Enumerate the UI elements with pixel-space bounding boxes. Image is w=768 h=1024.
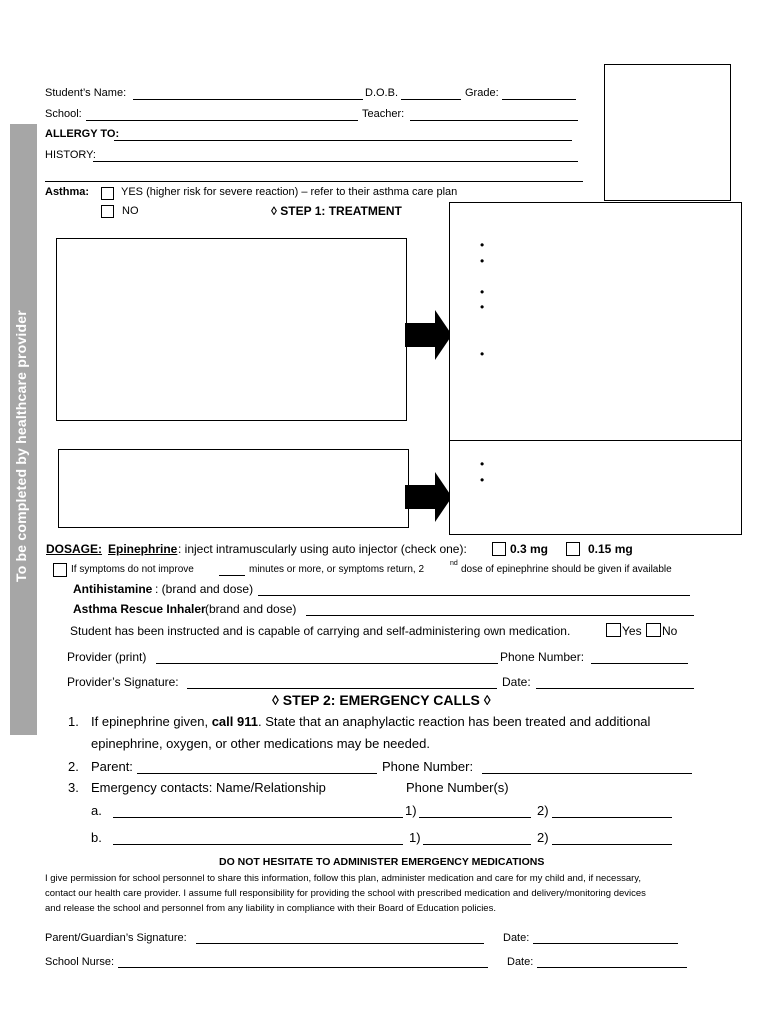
asthma-label: Asthma: bbox=[45, 186, 90, 198]
parent-phone-label: Phone Number: bbox=[382, 759, 474, 774]
arrow-right-icon bbox=[405, 310, 453, 360]
second-dose-text-b: minutes or more, or symptoms return, 2 bbox=[249, 564, 425, 575]
contact-b-phone1-label: 1) bbox=[409, 830, 421, 845]
provider-date-label: Date: bbox=[502, 675, 531, 689]
emergency-phone-label: Phone Number(s) bbox=[406, 780, 509, 795]
bullet-icon: • bbox=[480, 300, 485, 314]
parent-signature-field[interactable] bbox=[196, 943, 484, 944]
provider-signature-field[interactable] bbox=[187, 688, 497, 689]
provider-print-field[interactable] bbox=[156, 663, 498, 664]
allergy-field[interactable] bbox=[114, 140, 572, 141]
inhaler-field[interactable] bbox=[306, 615, 694, 616]
parent-phone-field[interactable] bbox=[482, 773, 692, 774]
self-admin-yes-checkbox[interactable] bbox=[606, 623, 621, 637]
parent-signature-label: Parent/Guardian’s Signature: bbox=[45, 932, 187, 944]
epinephrine-label: Epinephrine bbox=[108, 542, 178, 556]
step2-item1-a: If epinephrine given, bbox=[91, 714, 212, 729]
contact-b-label: b. bbox=[91, 830, 102, 845]
history-field[interactable] bbox=[93, 161, 578, 162]
permission-line-1: I give permission for school personnel to share this information, follow this plan, administer medication and care for my child and, if necessary, bbox=[45, 873, 641, 884]
arrow-right-icon bbox=[405, 472, 453, 522]
step2-title: ◊ STEP 2: EMERGENCY CALLS ◊ bbox=[272, 692, 491, 708]
provider-print-label: Provider (print) bbox=[67, 650, 147, 664]
self-admin-text: Student has been instructed and is capable of carrying and self-administering own medication. bbox=[70, 624, 571, 638]
antihistamine-text: : (brand and dose) bbox=[155, 582, 254, 596]
second-dose-text-c: dose of epinephrine should be given if available bbox=[461, 564, 672, 575]
step2-item1-num: 1. bbox=[68, 714, 79, 729]
provider-phone-field[interactable] bbox=[591, 663, 688, 664]
self-admin-no-label: No bbox=[662, 624, 678, 638]
nurse-date-field[interactable] bbox=[537, 967, 687, 968]
parent-label: Parent: bbox=[91, 759, 133, 774]
epinephrine-text: : inject intramuscularly using auto injector (check one): bbox=[178, 542, 467, 556]
permission-text bbox=[45, 871, 725, 916]
dose-03-checkbox[interactable] bbox=[492, 542, 506, 556]
step2-item3-num: 3. bbox=[68, 780, 79, 795]
parent-date-label: Date: bbox=[503, 932, 530, 944]
bullet-icon: • bbox=[480, 347, 485, 361]
student-name-label: Student’s Name: bbox=[45, 87, 127, 99]
mild-treatment-box bbox=[449, 440, 742, 535]
contact-a-phone2-label: 2) bbox=[537, 803, 549, 818]
student-name-field[interactable] bbox=[133, 99, 363, 100]
permission-line-2: contact our health care provider. I assume full responsibility for providing the school with prescribed medication and delivery/monitoring devices bbox=[45, 888, 646, 899]
bullet-icon: • bbox=[480, 473, 485, 487]
severe-treatment-box bbox=[449, 202, 742, 442]
severe-symptoms-box bbox=[56, 238, 407, 421]
emergency-contacts-label: Emergency contacts: Name/Relationship bbox=[91, 780, 326, 795]
dose-015-label: 0.15 mg bbox=[588, 542, 633, 556]
inhaler-label: Asthma Rescue Inhaler bbox=[73, 602, 206, 616]
contact-b-phone2-label: 2) bbox=[537, 830, 549, 845]
dosage-label: DOSAGE: bbox=[46, 542, 103, 556]
second-dose-text-a: If symptoms do not improve bbox=[71, 564, 194, 575]
permission-line-3: and release the school and personnel from any liability in compliance with their Board of Education policies. bbox=[45, 903, 496, 914]
school-label: School: bbox=[45, 108, 82, 120]
teacher-field[interactable] bbox=[410, 120, 578, 121]
inhaler-text: (brand and dose) bbox=[205, 602, 297, 616]
second-dose-checkbox[interactable] bbox=[53, 563, 67, 577]
second-dose-sup: nd bbox=[450, 560, 458, 567]
school-field[interactable] bbox=[86, 120, 358, 121]
second-dose-minutes-field[interactable] bbox=[219, 575, 245, 576]
parent-date-field[interactable] bbox=[533, 943, 678, 944]
grade-field[interactable] bbox=[502, 99, 576, 100]
nurse-date-label: Date: bbox=[507, 956, 534, 968]
footer-heading: DO NOT HESITATE TO ADMINISTER EMERGENCY MEDICATIONS bbox=[219, 856, 545, 868]
grade-label: Grade: bbox=[465, 87, 499, 99]
bullet-icon: • bbox=[480, 285, 485, 299]
asthma-no-checkbox[interactable] bbox=[101, 205, 114, 218]
bullet-icon: • bbox=[480, 457, 485, 471]
teacher-label: Teacher: bbox=[362, 108, 405, 120]
bullet-icon: • bbox=[480, 254, 485, 268]
dose-03-label: 0.3 mg bbox=[510, 542, 549, 556]
contact-b-phone1-field[interactable] bbox=[423, 844, 531, 845]
self-admin-yes-label: Yes bbox=[622, 624, 642, 638]
allergy-label: ALLERGY TO: bbox=[45, 128, 120, 140]
school-nurse-label: School Nurse: bbox=[45, 956, 115, 968]
contact-b-phone2-field[interactable] bbox=[552, 844, 672, 845]
provider-phone-label: Phone Number: bbox=[500, 650, 585, 664]
contact-a-label: a. bbox=[91, 803, 102, 818]
antihistamine-label: Antihistamine bbox=[73, 582, 153, 596]
asthma-no-label: NO bbox=[122, 205, 139, 217]
step2-item2-num: 2. bbox=[68, 759, 79, 774]
step1-title: ◊ STEP 1: TREATMENT bbox=[271, 204, 402, 218]
mild-symptoms-box bbox=[58, 449, 409, 528]
contact-a-phone1-field[interactable] bbox=[419, 817, 531, 818]
history-label: HISTORY: bbox=[45, 149, 96, 161]
parent-field[interactable] bbox=[137, 773, 377, 774]
contact-a-phone2-field[interactable] bbox=[552, 817, 672, 818]
contact-b-name-field[interactable] bbox=[113, 844, 403, 845]
dob-field[interactable] bbox=[401, 99, 461, 100]
asthma-yes-label: YES (higher risk for severe reaction) – refer to their asthma care plan bbox=[121, 186, 458, 198]
self-admin-no-checkbox[interactable] bbox=[646, 623, 661, 637]
history-field-line2[interactable] bbox=[45, 181, 583, 182]
provider-date-field[interactable] bbox=[536, 688, 694, 689]
asthma-yes-checkbox[interactable] bbox=[101, 187, 114, 200]
dose-015-checkbox[interactable] bbox=[566, 542, 580, 556]
dob-label: D.O.B. bbox=[365, 87, 399, 99]
bullet-icon: • bbox=[480, 238, 485, 252]
contact-a-phone1-label: 1) bbox=[405, 803, 417, 818]
sidebar-label: To be completed by healthcare provider bbox=[13, 310, 29, 582]
call-911-text: call 911 bbox=[211, 714, 258, 729]
photo-box bbox=[604, 64, 731, 201]
step2-item1-line2: epinephrine, oxygen, or other medications may be needed. bbox=[91, 736, 430, 751]
contact-a-name-field[interactable] bbox=[113, 817, 403, 818]
school-nurse-field[interactable] bbox=[118, 967, 488, 968]
step2-item1-text bbox=[91, 714, 650, 729]
step2-item1-c: . State that an anaphylactic reaction has been treated and additional bbox=[257, 714, 651, 729]
antihistamine-field[interactable] bbox=[258, 595, 690, 596]
provider-signature-label: Provider’s Signature: bbox=[67, 675, 179, 689]
